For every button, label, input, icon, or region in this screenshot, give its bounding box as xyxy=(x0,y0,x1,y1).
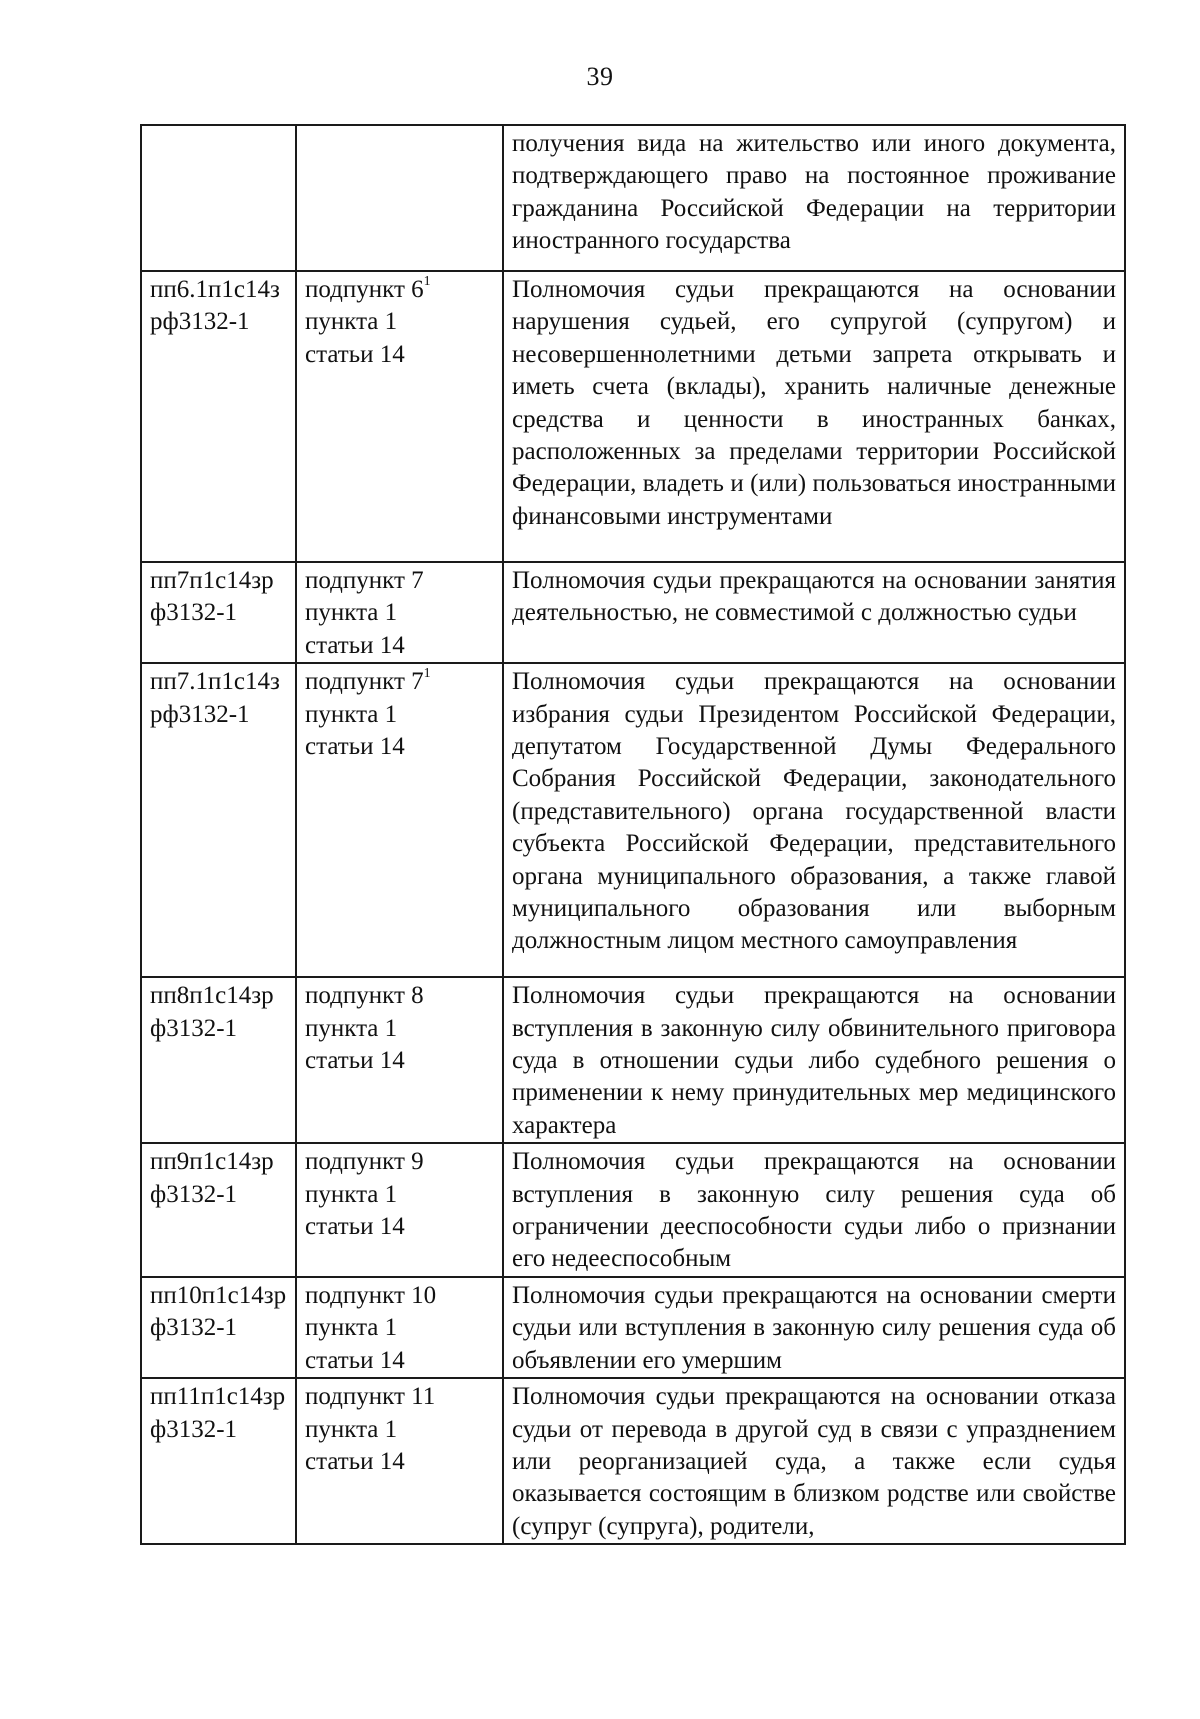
article-code-cell: пп7п1с14зрф3132-1 xyxy=(141,562,296,663)
superscript-index: 1 xyxy=(423,666,431,682)
termination-ground-description: Полномочия судьи прекращаются на основании вступления в законную силу решения суда об ограничении дееспособности судьи либо о признании его недееспособным xyxy=(503,1143,1125,1277)
table-row xyxy=(141,562,1125,663)
legal-reference-text: подпункт 8 xyxy=(305,982,424,1010)
legal-reference-text: подпункт 10 xyxy=(305,1281,437,1309)
legal-reference-text: статьи 14 xyxy=(305,1447,405,1475)
legal-reference-text: пункта 1 xyxy=(305,308,398,336)
legal-reference-text: подпункт 6 xyxy=(305,276,424,303)
legal-reference-line xyxy=(305,1381,494,1413)
legal-reference-text: подпункт 9 xyxy=(305,1148,424,1176)
termination-ground-description: Полномочия судьи прекращаются на основании отказа судьи от перевода в другой суд в связи с упразднением или реорганизацией суда, а также если судья оказывается состоящим в близком родстве или свойстве (супруг (супруга), родители, xyxy=(503,1378,1125,1544)
legal-reference-line xyxy=(305,980,494,1012)
article-code-cell: пп6.1п1с14зрф3132-1 xyxy=(141,271,296,562)
legal-reference-text: пункта 1 xyxy=(305,599,398,627)
legal-reference-text: пункта 1 xyxy=(305,1180,398,1208)
legal-reference-line xyxy=(305,1414,494,1446)
legal-reference-text: пункта 1 xyxy=(305,700,398,728)
article-code-cell: пп9п1с14зрф3132-1 xyxy=(141,1143,296,1277)
table-body xyxy=(141,125,1125,1544)
legal-reference-line xyxy=(305,1179,494,1211)
article-code-cell: пп8п1с14зрф3132-1 xyxy=(141,977,296,1143)
superscript-index: 1 xyxy=(423,274,431,289)
table-row xyxy=(141,271,1125,562)
termination-ground-description: Полномочия судьи прекращаются на основании вступления в законную силу обвинительного приговора суда в отношении судьи либо судебного решения о применении к нему принудительных мер медицинского характера xyxy=(503,977,1125,1143)
table-row xyxy=(141,1378,1125,1544)
page-number: 39 xyxy=(586,62,614,91)
legal-reference-line xyxy=(305,306,494,338)
legal-reference-line xyxy=(305,1345,494,1377)
table-row xyxy=(141,663,1125,977)
legal-reference-line xyxy=(305,731,494,763)
legal-reference-cell xyxy=(296,1143,503,1277)
article-code-cell xyxy=(141,125,296,271)
article-code-cell: пп11п1с14зрф3132-1 xyxy=(141,1378,296,1544)
article-code-cell: пп10п1с14зрф3132-1 xyxy=(141,1277,296,1378)
legal-reference-text: статьи 14 xyxy=(305,1346,405,1374)
legal-reference-line xyxy=(305,274,494,306)
legal-reference-text: статьи 14 xyxy=(305,1213,405,1241)
legal-reference-text: статьи 14 xyxy=(305,631,405,659)
legal-reference-line xyxy=(305,1045,494,1077)
legal-reference-line xyxy=(305,1280,494,1312)
termination-ground-description: получения вида на жительство или иного документа, подтверждающего право на постоянное проживание гражданина Российской Федерации на территории иностранного государства xyxy=(503,125,1125,271)
legal-reference-cell xyxy=(296,1277,503,1378)
table-row xyxy=(141,977,1125,1143)
legal-reference-line xyxy=(305,1211,494,1243)
legal-reference-line xyxy=(305,1446,494,1478)
termination-grounds-table xyxy=(140,124,1126,1545)
legal-reference-text: подпункт 7 xyxy=(305,567,424,594)
legal-reference-text: подпункт 11 xyxy=(305,1383,436,1411)
table-row xyxy=(141,1277,1125,1378)
legal-reference-text: пункта 1 xyxy=(305,1415,398,1443)
legal-reference-text: подпункт 7 xyxy=(305,668,424,696)
legal-reference-line xyxy=(305,565,494,597)
termination-ground-description: Полномочия судьи прекращаются на основании избрания судьи Президентом Российской Федерации, депутатом Государственной Думы Федерального Собрания Российской Федерации, законодательного (представительного) органа государственной власти субъекта Российской Федерации, представительного органа муниципального образования, а также главой муниципального образования или выборным должностным лицом местного самоуправления xyxy=(503,663,1125,977)
legal-reference-text: статьи 14 xyxy=(305,733,405,761)
legal-reference-cell xyxy=(296,977,503,1143)
legal-reference-cell xyxy=(296,125,503,271)
legal-reference-line xyxy=(305,630,494,662)
legal-reference-cell xyxy=(296,663,503,977)
legal-reference-text: пункта 1 xyxy=(305,1014,398,1042)
legal-reference-line xyxy=(305,1146,494,1178)
legal-reference-cell xyxy=(296,271,503,562)
legal-reference-line xyxy=(305,1312,494,1344)
legal-reference-cell xyxy=(296,562,503,663)
termination-ground-description: Полномочия судьи прекращаются на основании нарушения судьей, его супругой (супругом) и несовершеннолетними детьми запрета открывать и иметь счета (вклады), хранить наличные денежные средства и ценности в иностранных банках, расположенных за пределами территории Российской Федерации, владеть и (или) пользоваться иностранными финансовыми инструментами xyxy=(503,271,1125,562)
legal-reference-line xyxy=(305,1013,494,1045)
legal-reference-line xyxy=(305,339,494,371)
table-row xyxy=(141,125,1125,271)
legal-reference-line xyxy=(305,597,494,629)
termination-ground-description: Полномочия судьи прекращаются на основании смерти судьи или вступления в законную силу решения суда об объявлении его умершим xyxy=(503,1277,1125,1378)
legal-reference-text: пункта 1 xyxy=(305,1314,398,1342)
table-row xyxy=(141,1143,1125,1277)
legal-reference-cell xyxy=(296,1378,503,1544)
article-code-cell: пп7.1п1с14зрф3132-1 xyxy=(141,663,296,977)
legal-reference-line xyxy=(305,666,494,698)
termination-ground-description: Полномочия судьи прекращаются на основании занятия деятельностью, не совместимой с должностью судьи xyxy=(503,562,1125,663)
legal-reference-text: статьи 14 xyxy=(305,1047,405,1075)
legal-reference-text: статьи 14 xyxy=(305,340,405,368)
legal-reference-line xyxy=(305,699,494,731)
